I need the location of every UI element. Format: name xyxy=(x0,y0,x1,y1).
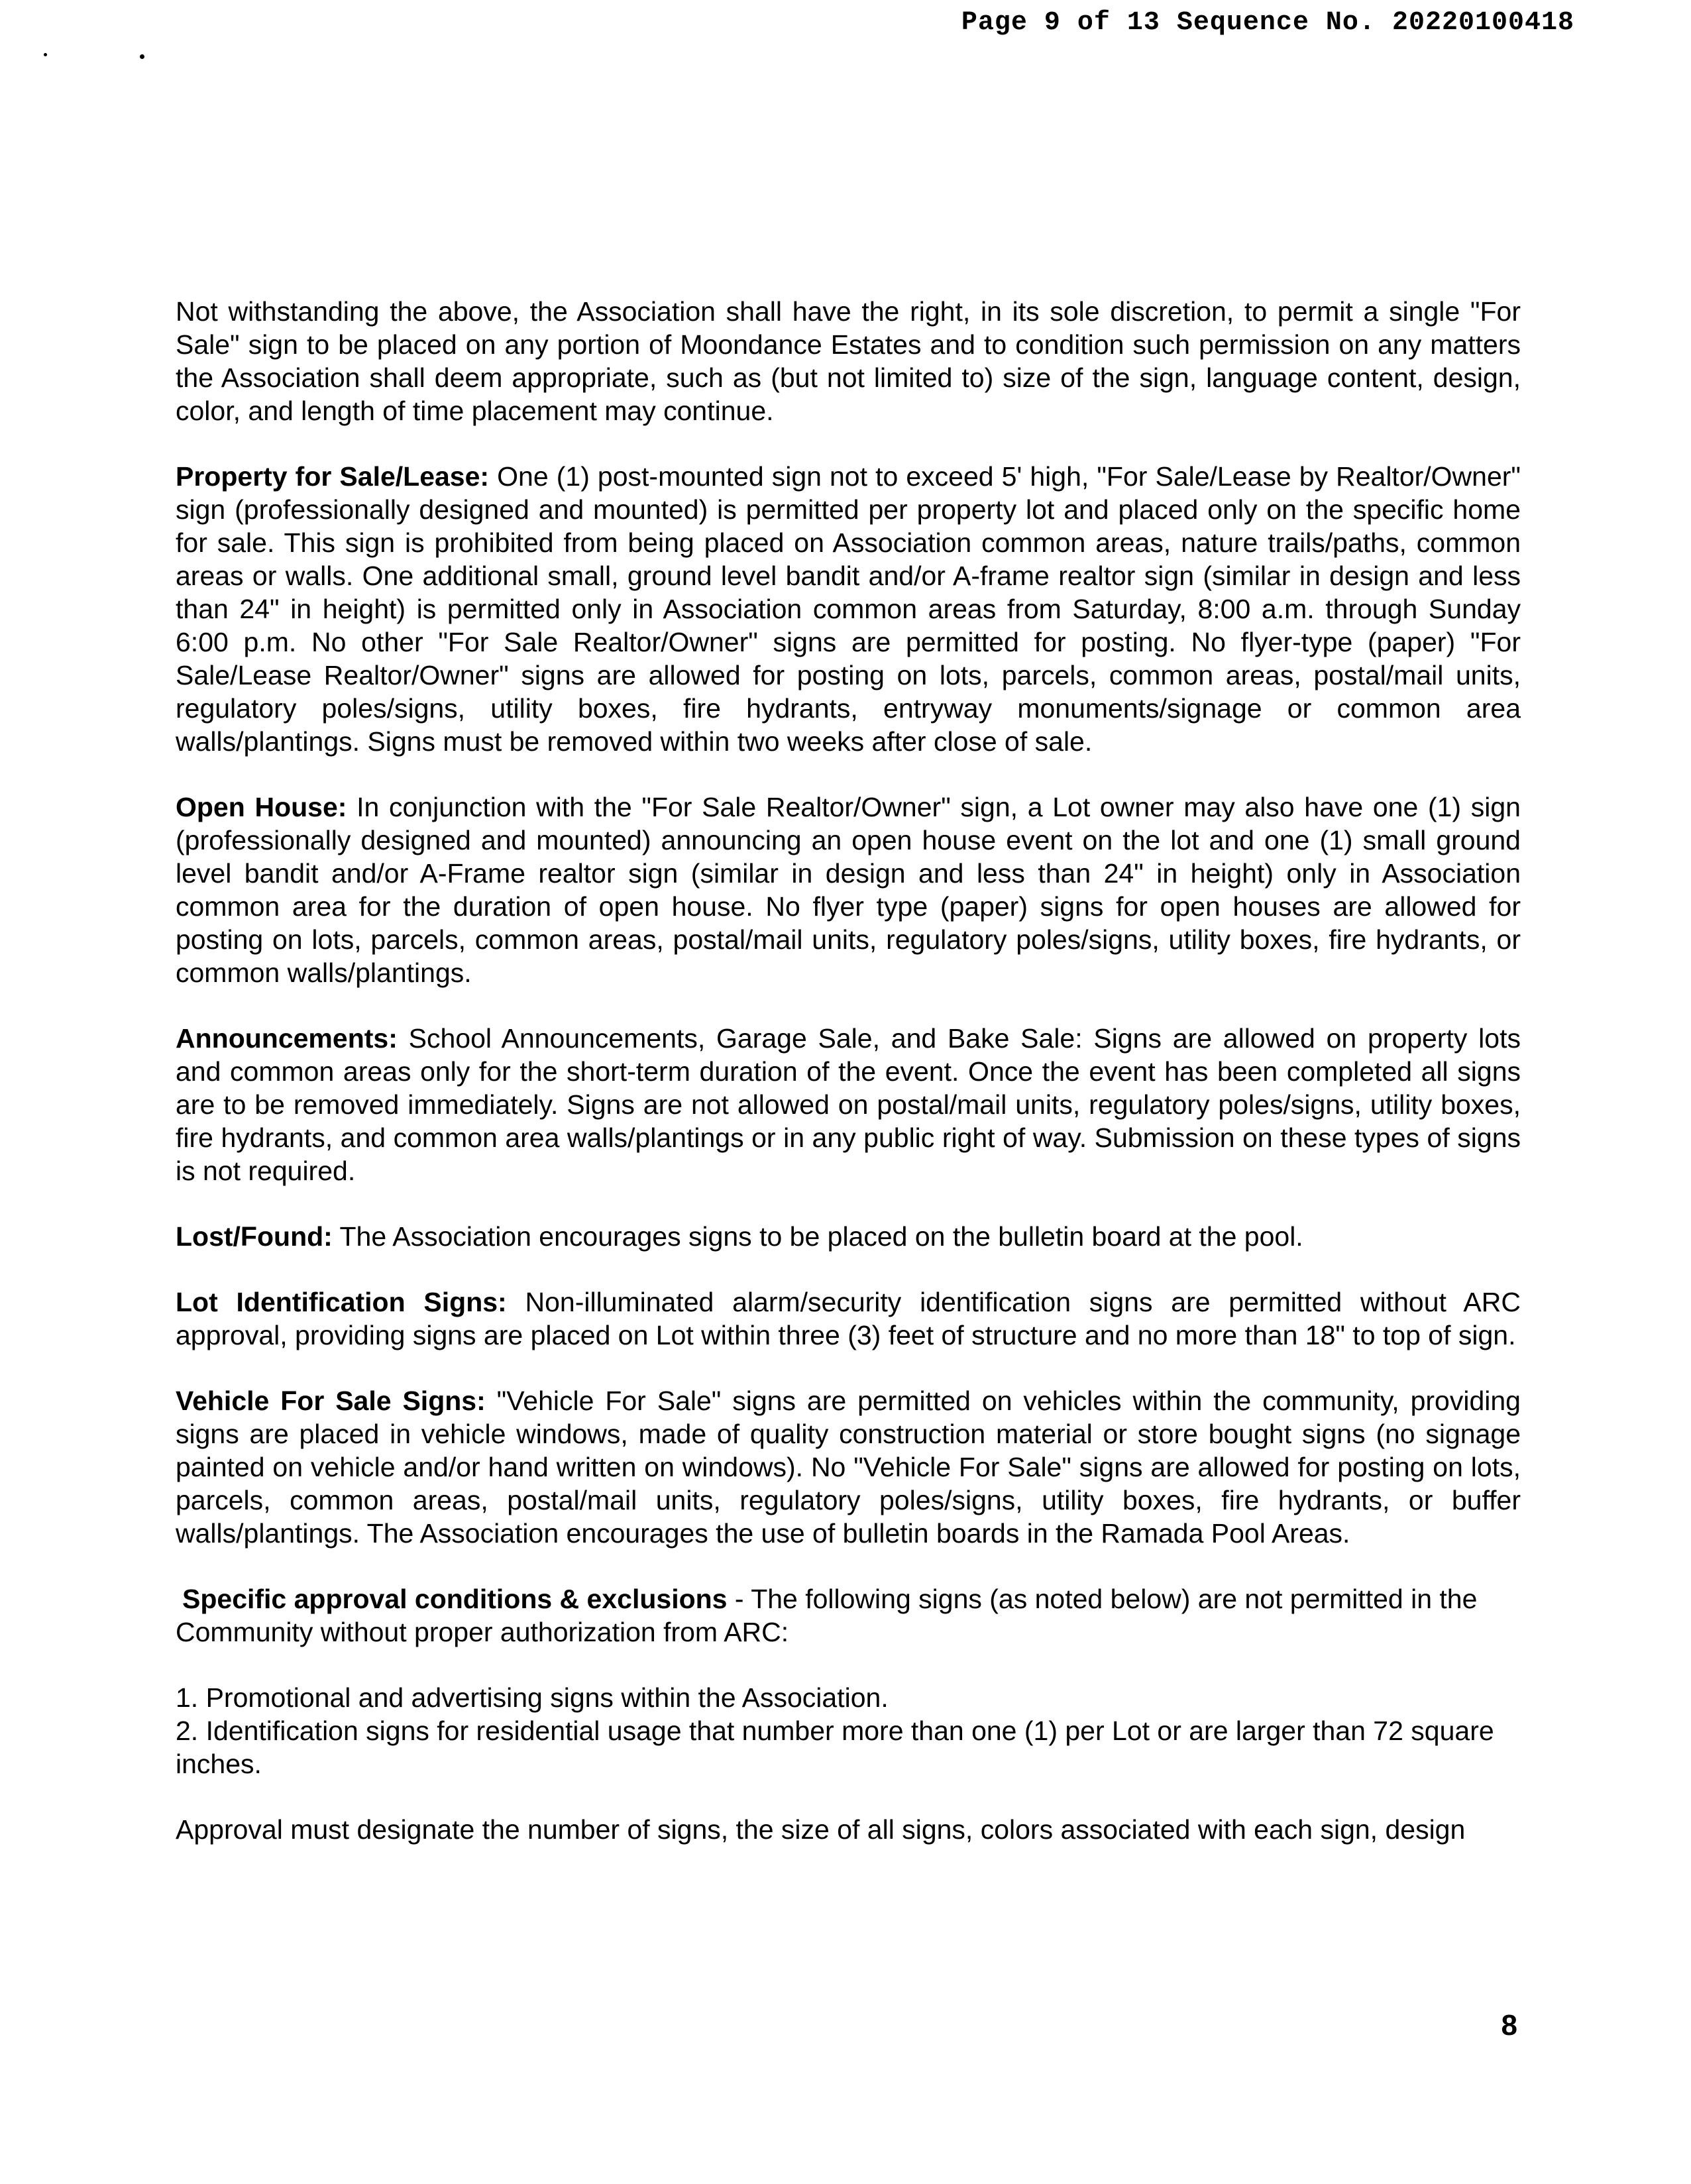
body-specific-approval: - The following signs (as noted below) are not permitted in the Community without proper authorization from ARC: xyxy=(176,1584,1478,1647)
paragraph-lot-identification xyxy=(176,1285,1521,1352)
exclusions-list xyxy=(176,1681,1521,1780)
paragraph-specific-approval xyxy=(176,1582,1521,1649)
paragraph-lost-found xyxy=(176,1220,1521,1253)
heading-open-house: Open House: xyxy=(176,792,347,822)
paragraph-intro: Not withstanding the above, the Association shall have the right, in its sole discretion, to permit a single "For Sale" sign to be placed on any portion of Moondance Estates and to condition such permission on any matters the Association shall deem appropriate, such as (but not limited to) size of the sign, language content, design, color, and length of time placement may continue. xyxy=(176,296,1521,426)
body-open-house: In conjunction with the "For Sale Realtor/Owner" sign, a Lot owner may also have one (1) sign (professionally designed and mounted) announcing an open house event on the lot and one (1) small ground level bandit and/or A-Frame realtor sign (similar in design and less than 24" in height) only in Association common area for the duration of open house. No flyer type (paper) signs for open houses are allowed for posting on lots, parcels, common areas, postal/mail units, regulatory poles/signs, utility boxes, fire hydrants, or common walls/plantings. xyxy=(176,792,1521,988)
heading-specific-approval: Specific approval conditions & exclusions xyxy=(182,1584,728,1614)
paragraph-announcements xyxy=(176,1022,1521,1187)
scan-speck xyxy=(44,53,47,56)
body-lost-found: The Association encourages signs to be placed on the bulletin board at the pool. xyxy=(339,1221,1303,1252)
paragraph-property-sale-lease xyxy=(176,460,1521,758)
body-vehicle-for-sale: "Vehicle For Sale" signs are permitted on vehicles within the community, providing signs are placed in vehicle windows, made of quality construction material or store bought signs (no signage painted on vehicle and/or hand written on windows). No "Vehicle For Sale" signs are allowed for posting on lots, parcels, common areas, postal/mail units, regulatory poles/signs, utility boxes, fire hydrants, or buffer walls/plantings. The Association encourages the use of bulletin boards in the Ramada Pool Areas. xyxy=(176,1386,1521,1549)
heading-announcements: Announcements: xyxy=(176,1023,398,1054)
list-item: 2. Identification signs for residential usage that number more than one (1) per Lot or are larger than 72 square inches. xyxy=(176,1716,1494,1779)
heading-property-sale-lease: Property for Sale/Lease: xyxy=(176,461,490,492)
paragraph-open-house xyxy=(176,791,1521,989)
heading-vehicle-for-sale: Vehicle For Sale Signs: xyxy=(176,1386,486,1416)
heading-lot-identification: Lot Identification Signs: xyxy=(176,1287,507,1317)
body-lot-identification: Non-illuminated alarm/security identification signs are permitted without ARC approval, providing signs are placed on Lot within three (3) feet of structure and no more than 18" to top of sign. xyxy=(176,1287,1521,1350)
document-body xyxy=(176,295,1521,1879)
paragraph-approval: Approval must designate the number of signs, the size of all signs, colors associated with each sign, design xyxy=(176,1814,1466,1845)
scan-speck xyxy=(140,54,144,59)
heading-lost-found: Lost/Found: xyxy=(176,1221,333,1252)
page-sequence-header: Page 9 of 13 Sequence No. 20220100418 xyxy=(961,8,1574,38)
paragraph-vehicle-for-sale xyxy=(176,1384,1521,1550)
body-property-sale-lease: One (1) post-mounted sign not to exceed 5' high, "For Sale/Lease by Realtor/Owner" sign (professionally designed and mounted) is permitted per property lot and placed only on the specific home for sale. This sign is prohibited from being placed on Association common areas, nature trails/paths, common areas or walls. One additional small, ground level bandit and/or A-frame realtor sign (similar in design and less than 24" in height) is permitted only in Association common areas from Saturday, 8:00 a.m. through Sunday 6:00 p.m. No other "For Sale Realtor/Owner" signs are permitted for posting. No flyer-type (paper) "For Sale/Lease Realtor/Owner" signs are allowed for posting on lots, parcels, common areas, postal/mail units, regulatory poles/signs, utility boxes, fire hydrants, entryway monuments/signage or common area walls/plantings. Signs must be removed within two weeks after close of sale. xyxy=(176,461,1521,757)
list-item: 1. Promotional and advertising signs within the Association. xyxy=(176,1682,889,1713)
body-announcements: School Announcements, Garage Sale, and Bake Sale: Signs are allowed on property lots and common areas only for the short-term duration of the event. Once the event has been completed all signs are to be removed immediately. Signs are not allowed on postal/mail units, regulatory poles/signs, utility boxes, fire hydrants, and common area walls/plantings or in any public right of way. Submission on these types of signs is not required. xyxy=(176,1023,1521,1186)
page-number: 8 xyxy=(1501,2009,1517,2042)
